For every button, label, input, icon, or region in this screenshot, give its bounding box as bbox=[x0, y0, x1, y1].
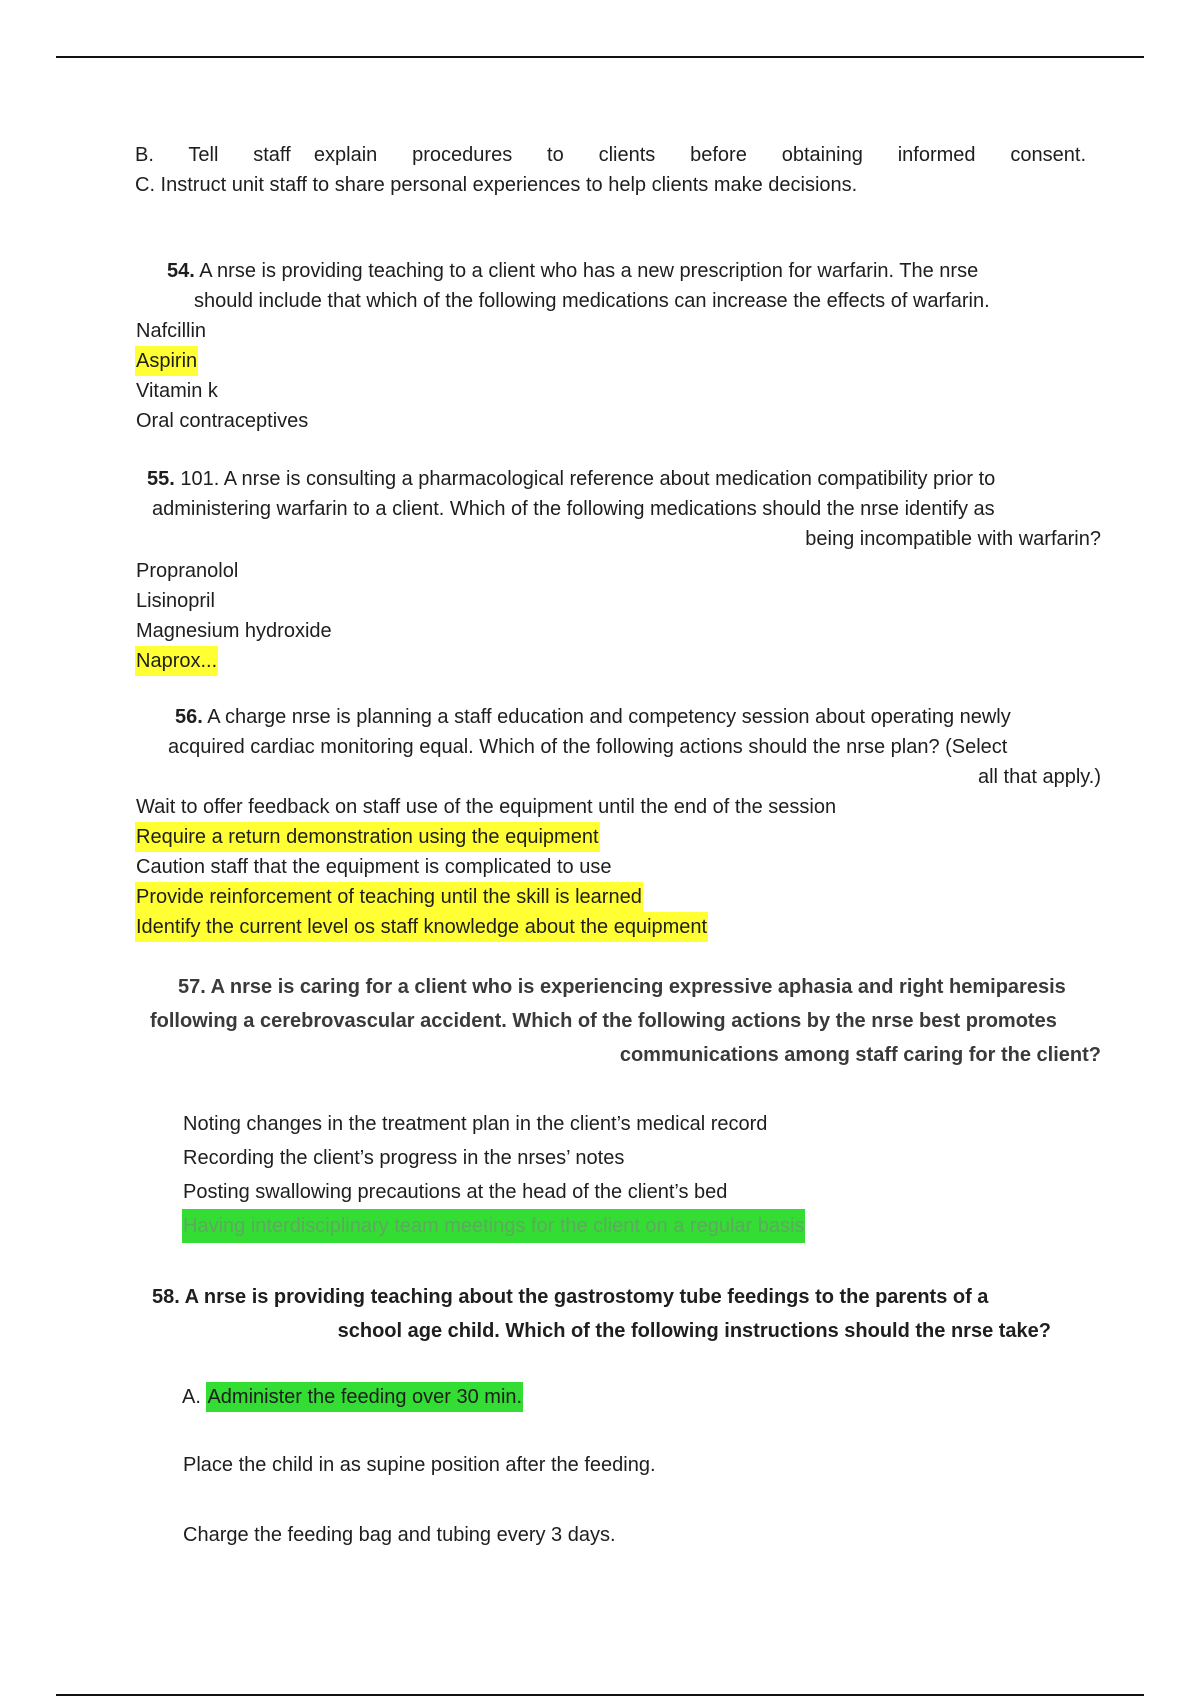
question-56-line1: 56. A charge nrse is planning a staff education and competency session about operating newly bbox=[175, 706, 1011, 728]
q58-option-a bbox=[182, 1382, 657, 1412]
q55-option-propranolol: Propranolol bbox=[136, 560, 239, 582]
question-56-options bbox=[135, 792, 837, 942]
q56-option-4-highlighted: Provide reinforcement of teaching until the skill is learned bbox=[135, 882, 643, 912]
q57-option-3: Posting swallowing precautions at the head of the client’s bed bbox=[183, 1181, 728, 1203]
q58-option-a-highlighted: Administer the feeding over 30 min. bbox=[206, 1382, 523, 1412]
option-c: C. Instruct unit staff to share personal experiences to help clients make decisions. bbox=[135, 174, 858, 196]
question-56 bbox=[135, 702, 1101, 792]
q57-option-2: Recording the client’s progress in the nrses’ notes bbox=[183, 1147, 625, 1169]
question-58-number: 58. bbox=[152, 1286, 180, 1308]
q55-option-magnesium-hydroxide: Magnesium hydroxide bbox=[136, 620, 332, 642]
q57-option-1: Noting changes in the treatment plan in the client’s medical record bbox=[183, 1113, 768, 1135]
question-55-line1: 55. 101. A nrse is consulting a pharmacological reference about medication compatibility prior to bbox=[147, 468, 996, 490]
q58-option-a-label: A. bbox=[182, 1386, 201, 1408]
question-57 bbox=[135, 970, 1101, 1072]
question-57-number: 57. bbox=[178, 976, 206, 998]
question-56-number: 56. bbox=[175, 706, 203, 728]
q58-option-c: Charge the feeding bag and tubing every 3 days. bbox=[183, 1524, 616, 1546]
question-57-line3: communications among staff caring for the client? bbox=[619, 1044, 1101, 1066]
question-54-line2: should include that which of the following medications can increase the effects of warfarin. bbox=[194, 290, 990, 312]
footer-rule bbox=[56, 1694, 1144, 1696]
q57-option-4-highlighted: Having interdisciplinary team meetings for the client on a regular basis bbox=[182, 1209, 805, 1243]
q58-option-b: Place the child in as supine position after the feeding. bbox=[183, 1454, 656, 1476]
question-54-number: 54. bbox=[167, 260, 195, 282]
q56-option-3: Caution staff that the equipment is complicated to use bbox=[136, 856, 612, 878]
header-rule bbox=[56, 56, 1144, 58]
q56-option-2-highlighted: Require a return demonstration using the equipment bbox=[135, 822, 600, 852]
option-b: B. Tell staff explain procedures to clients before obtaining informed consent. bbox=[135, 144, 1086, 166]
question-58-line2: school age child. Which of the following instructions should the nrse take? bbox=[337, 1320, 1051, 1342]
question-56-line2: acquired cardiac monitoring equal. Which of the following actions should the nrse plan? (Select bbox=[168, 736, 1008, 758]
question-57-line1: 57. A nrse is caring for a client who is experiencing expressive aphasia and right hemiparesis bbox=[178, 976, 1066, 998]
question-58 bbox=[135, 1280, 1051, 1348]
question-54-options bbox=[135, 316, 309, 436]
question-57-options bbox=[182, 1107, 805, 1243]
question-58-line1: 58. A nrse is providing teaching about the gastrostomy tube feedings to the parents of a bbox=[152, 1286, 989, 1308]
question-54-line1: 54. A nrse is providing teaching to a client who has a new prescription for warfarin. The nrse bbox=[167, 260, 979, 282]
question-54 bbox=[135, 256, 1086, 316]
q54-option-oral-contraceptives: Oral contraceptives bbox=[136, 410, 309, 432]
q55-option-naprox-highlighted: Naprox... bbox=[135, 646, 218, 676]
question-56-line3: all that apply.) bbox=[977, 766, 1101, 788]
q54-option-nafcillin: Nafcillin bbox=[136, 320, 207, 342]
carryover-options bbox=[135, 140, 1086, 200]
q56-option-5-highlighted: Identify the current level os staff knowledge about the equipment bbox=[135, 912, 708, 942]
q54-option-vitamin-k: Vitamin k bbox=[136, 380, 218, 402]
q56-option-1: Wait to offer feedback on staff use of the equipment until the end of the session bbox=[136, 796, 837, 818]
question-55-options bbox=[135, 556, 333, 676]
question-55-line2: administering warfarin to a client. Which of the following medications should the nrse identify as bbox=[152, 498, 995, 520]
q54-option-aspirin-highlighted: Aspirin bbox=[135, 346, 198, 376]
question-57-line2: following a cerebrovascular accident. Which of the following actions by the nrse best promotes bbox=[150, 1010, 1057, 1032]
question-55-number: 55. bbox=[147, 468, 175, 490]
question-55-line3: being incompatible with warfarin? bbox=[805, 528, 1101, 550]
question-55 bbox=[135, 464, 1101, 554]
q55-option-lisinopril: Lisinopril bbox=[136, 590, 215, 612]
question-58-options bbox=[182, 1382, 657, 1550]
